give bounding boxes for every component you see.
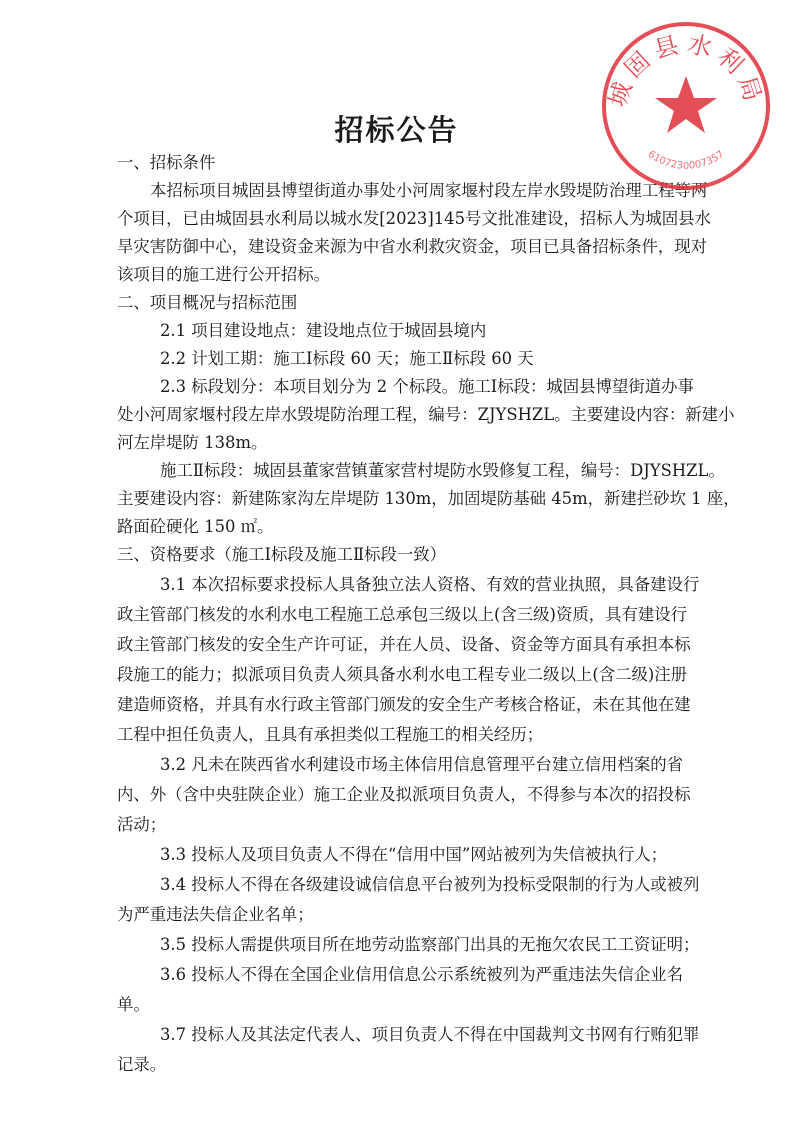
paragraph-line: 3.4 投标人不得在各级建设诚信信息平台被列为投标受限制的行为人或被列 <box>160 875 700 894</box>
paragraph-line: 施工Ⅱ标段：城固县董家营镇董家营村堤防水毁修复工程，编号：DJYSHZL。 <box>160 461 725 480</box>
paragraph-line: 3.5 投标人需提供项目所在地劳动监察部门出具的无拖欠农民工工资证明； <box>160 935 700 954</box>
paragraph-line: 3.2 凡未在陕西省水利建设市场主体信用信息管理平台建立信用档案的省 <box>160 755 683 774</box>
section-heading: 三、资格要求（施工Ⅰ标段及施工Ⅱ标段一致） <box>117 545 447 564</box>
paragraph-line: 3.1 本次招标要求投标人具备独立法人资格、有效的营业执照，具备建设行 <box>160 575 700 594</box>
paragraph-line: 3.7 投标人及其法定代表人、项目负责人不得在中国裁判文书网有行贿犯罪 <box>160 1025 700 1044</box>
paragraph-line: 处小河周家堰村段左岸水毁堤防治理工程，编号：ZJYSHZL。主要建设内容：新建小 <box>117 405 735 424</box>
paragraph-line: 河左岸堤防 138m。 <box>117 433 268 452</box>
svg-text:城固县水利局: 城固县水利局 <box>603 29 769 111</box>
paragraph-line: 2.1 项目建设地点：建设地点位于城固县境内 <box>160 321 487 340</box>
paragraph-line: 本招标项目城固县博望街道办事处小河周家堰村段左岸水毁堤防治理工程等两 <box>150 181 708 200</box>
paragraph-line: 建造师资格，并具有水行政主管部门颁发的安全生产考核合格证，未在其他在建 <box>117 695 691 714</box>
paragraph-line: 内、外（含中央驻陕企业）施工企业及拟派项目负责人，不得参与本次的招投标 <box>117 785 691 804</box>
page-title: 招标公告 <box>334 113 459 147</box>
paragraph-line: 活动； <box>117 815 167 834</box>
paragraph-line: 该项目的施工进行公开招标。 <box>117 265 331 284</box>
paragraph-line: 记录。 <box>117 1055 167 1074</box>
official-seal-stamp <box>598 18 774 194</box>
svg-text:6107230007357: 6107230007357 <box>645 148 727 172</box>
paragraph-line: 政主管部门核发的安全生产许可证，并在人员、设备、资金等方面具有承担本标 <box>117 635 691 654</box>
paragraph-line: 旱灾害防御中心，建设资金来源为中省水利救灾资金，项目已具备招标条件，现对 <box>117 237 708 256</box>
paragraph-line: 个项目，已由城固县水利局以城水发[2023]145号文批准建设，招标人为城固县水 <box>117 209 711 228</box>
paragraph-line: 2.3 标段划分：本项目划分为 2 个标段。施工Ⅰ标段：城固县博望街道办事 <box>160 377 694 396</box>
paragraph-line: 工程中担任负责人，且具有承担类似工程施工的相关经历； <box>117 725 544 744</box>
paragraph-line: 为严重违法失信企业名单； <box>117 905 314 924</box>
section-heading: 一、招标条件 <box>117 153 216 172</box>
paragraph-line: 单。 <box>117 995 150 1014</box>
paragraph-line: 2.2 计划工期：施工Ⅰ标段 60 天；施工Ⅱ标段 60 天 <box>160 349 534 368</box>
paragraph-line: 段施工的能力；拟派项目负责人须具备水利水电工程专业二级以上(含二级)注册 <box>117 665 688 684</box>
paragraph-line: 路面砼硬化 150 ㎡。 <box>117 517 274 536</box>
paragraph-line: 3.3 投标人及项目负责人不得在“信用中国”网站被列为失信被执行人； <box>160 845 667 864</box>
paragraph-line: 主要建设内容：新建陈家沟左岸堤防 130m，加固堤防基础 45m，新建拦砂坎 1 座， <box>117 489 740 508</box>
paragraph-line: 3.6 投标人不得在全国企业信用信息公示系统被列为严重违法失信企业名 <box>160 965 683 984</box>
paragraph-line: 政主管部门核发的水利水电工程施工总承包三级以上(含三级)资质，具有建设行 <box>117 605 688 624</box>
section-heading: 二、项目概况与招标范围 <box>117 293 298 312</box>
